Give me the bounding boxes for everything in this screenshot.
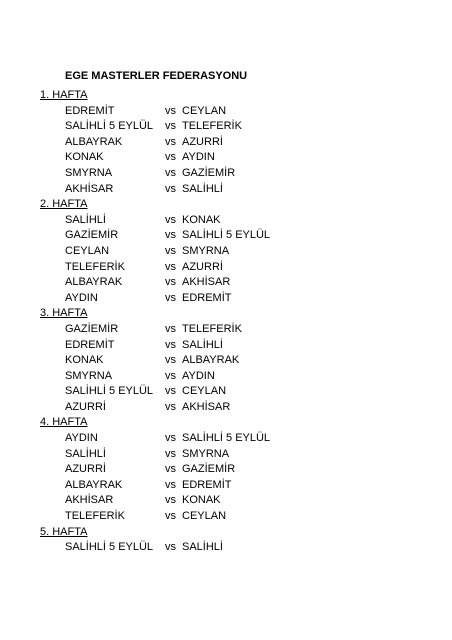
home-team: KONAK	[65, 354, 104, 367]
match-row	[40, 431, 440, 447]
away-team: SALİHLİ	[182, 541, 223, 554]
vs-label: vs	[165, 229, 176, 242]
away-team: CEYLAN	[182, 385, 227, 398]
home-team: AKHİSAR	[65, 494, 114, 507]
home-team: SALİHLİ 5 EYLÜL	[65, 541, 154, 554]
away-team: AYDIN	[182, 369, 215, 382]
home-team: SALİHLİ	[65, 213, 106, 226]
match-row	[40, 182, 440, 198]
away-team: CEYLAN	[182, 104, 227, 117]
match-row	[40, 228, 440, 244]
match-row	[40, 509, 440, 525]
home-team: SALİHLİ	[65, 447, 106, 460]
home-team: TELEFERİK	[65, 260, 125, 273]
vs-label: vs	[165, 369, 176, 382]
vs-label: vs	[165, 151, 176, 164]
home-team: AZURRİ	[65, 400, 106, 413]
home-team: AZURRİ	[65, 463, 106, 476]
away-team: AKHİSAR	[182, 400, 231, 413]
home-team: AYDIN	[65, 291, 98, 304]
away-team: AZURRİ	[182, 135, 223, 148]
vs-label: vs	[165, 135, 176, 148]
match-row	[40, 213, 440, 229]
match-row	[40, 104, 440, 120]
home-team: ALBAYRAK	[65, 135, 123, 148]
match-row	[40, 478, 440, 494]
away-team: SALİHLİ 5 EYLÜL	[182, 432, 271, 445]
week-heading: 1. HAFTA	[40, 89, 88, 101]
away-team: CEYLAN	[182, 510, 227, 523]
vs-label: vs	[165, 463, 176, 476]
vs-label: vs	[165, 104, 176, 117]
away-team: GAZİEMİR	[182, 166, 236, 179]
match-row	[40, 400, 440, 416]
away-team: SALİHLİ 5 EYLÜL	[182, 229, 271, 242]
vs-label: vs	[165, 478, 176, 491]
match-row	[40, 384, 440, 400]
week-heading: 3. HAFTA	[40, 307, 88, 320]
home-team: EDREMİT	[65, 338, 115, 351]
vs-label: vs	[165, 494, 176, 507]
match-row	[40, 493, 440, 509]
vs-label: vs	[165, 291, 176, 304]
vs-label: vs	[165, 322, 176, 335]
vs-label: vs	[165, 432, 176, 445]
home-team: AYDIN	[65, 432, 98, 445]
week-heading: 4. HAFTA	[40, 416, 88, 429]
vs-label: vs	[165, 276, 176, 289]
match-row	[40, 166, 440, 182]
vs-label: vs	[165, 510, 176, 523]
vs-label: vs	[165, 400, 176, 413]
vs-label: vs	[165, 354, 176, 367]
home-team: TELEFERİK	[65, 510, 125, 523]
vs-label: vs	[165, 447, 176, 460]
match-row	[40, 369, 440, 385]
home-team: CEYLAN	[65, 244, 110, 257]
match-row	[40, 322, 440, 338]
away-team: KONAK	[182, 213, 221, 226]
away-team: TELEFERİK	[182, 322, 242, 335]
home-team: EDREMİT	[65, 104, 115, 117]
home-team: SMYRNA	[65, 166, 113, 179]
document-title: EGE MASTERLER FEDERASYONU	[65, 70, 248, 82]
away-team: EDREMİT	[182, 291, 232, 304]
vs-label: vs	[165, 541, 176, 554]
home-team: SALİHLİ 5 EYLÜL	[65, 385, 154, 398]
away-team: AKHİSAR	[182, 276, 231, 289]
week-heading: 5. HAFTA	[40, 525, 88, 538]
week-heading: 2. HAFTA	[40, 198, 88, 211]
away-team: ALBAYRAK	[182, 354, 240, 367]
vs-label: vs	[165, 166, 176, 179]
match-row	[40, 462, 440, 478]
match-row	[40, 353, 440, 369]
away-team: SALİHLİ	[182, 338, 223, 351]
away-team: AZURRİ	[182, 260, 223, 273]
away-team: TELEFERİK	[182, 120, 242, 133]
match-row	[40, 275, 440, 291]
match-row	[40, 119, 440, 135]
match-row	[40, 150, 440, 166]
away-team: SALİHLİ	[182, 182, 223, 195]
vs-label: vs	[165, 338, 176, 351]
home-team: KONAK	[65, 151, 104, 164]
vs-label: vs	[165, 213, 176, 226]
home-team: ALBAYRAK	[65, 276, 123, 289]
home-team: AKHİSAR	[65, 182, 114, 195]
vs-label: vs	[165, 385, 176, 398]
home-team: SALİHLİ 5 EYLÜL	[65, 120, 154, 133]
away-team: AYDIN	[182, 151, 215, 164]
home-team: GAZİEMİR	[65, 322, 119, 335]
away-team: SMYRNA	[182, 447, 230, 460]
home-team: GAZİEMİR	[65, 229, 119, 242]
match-row	[40, 135, 440, 151]
away-team: EDREMİT	[182, 478, 232, 491]
home-team: SMYRNA	[65, 369, 113, 382]
match-row	[40, 244, 440, 260]
home-team: ALBAYRAK	[65, 478, 123, 491]
vs-label: vs	[165, 120, 176, 133]
fixture-schedule	[40, 88, 440, 556]
vs-label: vs	[165, 244, 176, 257]
vs-label: vs	[165, 182, 176, 195]
away-team: SMYRNA	[182, 244, 230, 257]
match-row	[40, 291, 440, 307]
match-row	[40, 447, 440, 463]
match-row	[40, 338, 440, 354]
match-row	[40, 540, 440, 556]
away-team: KONAK	[182, 494, 221, 507]
vs-label: vs	[165, 260, 176, 273]
away-team: GAZİEMİR	[182, 463, 236, 476]
match-row	[40, 260, 440, 276]
